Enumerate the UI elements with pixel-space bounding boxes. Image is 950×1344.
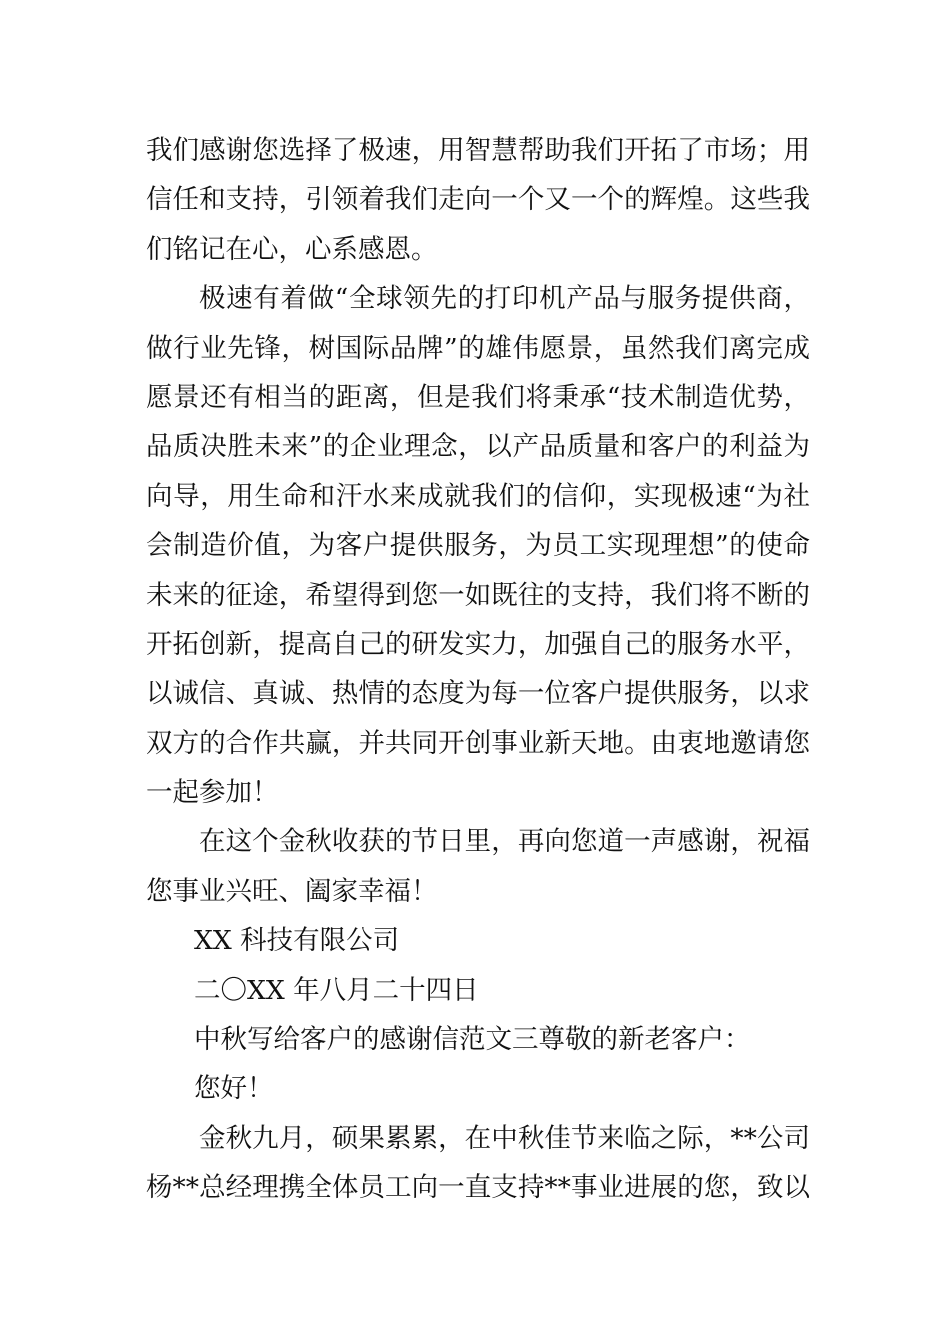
text-line: 金秋九月，硕果累累，在中秋佳节来临之际，**公司 [199, 1122, 810, 1154]
company-name: XX 科技有限公司 [194, 925, 400, 957]
greeting: 您好！ [194, 1073, 274, 1105]
text-line: 品质决胜未来”的企业理念，以产品质量和客户的利益为 [146, 431, 810, 463]
text-line: 以诚信、真诚、热情的态度为每一位客户提供服务，以求 [146, 678, 810, 710]
letter-body [146, 126, 810, 1213]
text-line: 愿景还有相当的距离，但是我们将秉承“技术制造优势， [146, 381, 810, 413]
text-line: 向导，用生命和汗水来成就我们的信仰，实现极速“为社 [146, 480, 810, 512]
letter-date: 二〇XX 年八月二十四日 [194, 974, 479, 1006]
text-line: 未来的征途，希望得到您一如既往的支持，我们将不断的 [146, 579, 810, 611]
text-line: 在这个金秋收获的节日里，再向您道一声感谢，祝福 [199, 826, 810, 858]
text-line: 您事业兴旺、阖家幸福！ [146, 875, 438, 907]
text-line: 极速有着做“全球领先的打印机产品与服务提供商， [199, 283, 810, 315]
text-line: 我们感谢您选择了极速，用智慧帮助我们开拓了市场；用 [146, 135, 810, 166]
text-line: 们铭记在心，心系感恩。 [146, 233, 438, 265]
section-heading: 中秋写给客户的感谢信范文三尊敬的新老客户： [194, 1024, 751, 1056]
text-line: 一起参加！ [146, 777, 279, 809]
text-line: 做行业先锋，树国际品牌”的雄伟愿景，虽然我们离完成 [146, 332, 810, 364]
text-line: 开拓创新，提高自己的研发实力，加强自己的服务水平， [146, 628, 810, 660]
text-line: 杨**总经理携全体员工向一直支持**事业进展的您，致以 [146, 1172, 810, 1204]
text-line: 双方的合作共赢，并共同开创事业新天地。由衷地邀请您 [146, 727, 810, 759]
text-line: 信任和支持，引领着我们走向一个又一个的辉煌。这些我 [146, 184, 810, 216]
text-line: 会制造价值，为客户提供服务，为员工实现理想”的使命 [146, 530, 810, 562]
